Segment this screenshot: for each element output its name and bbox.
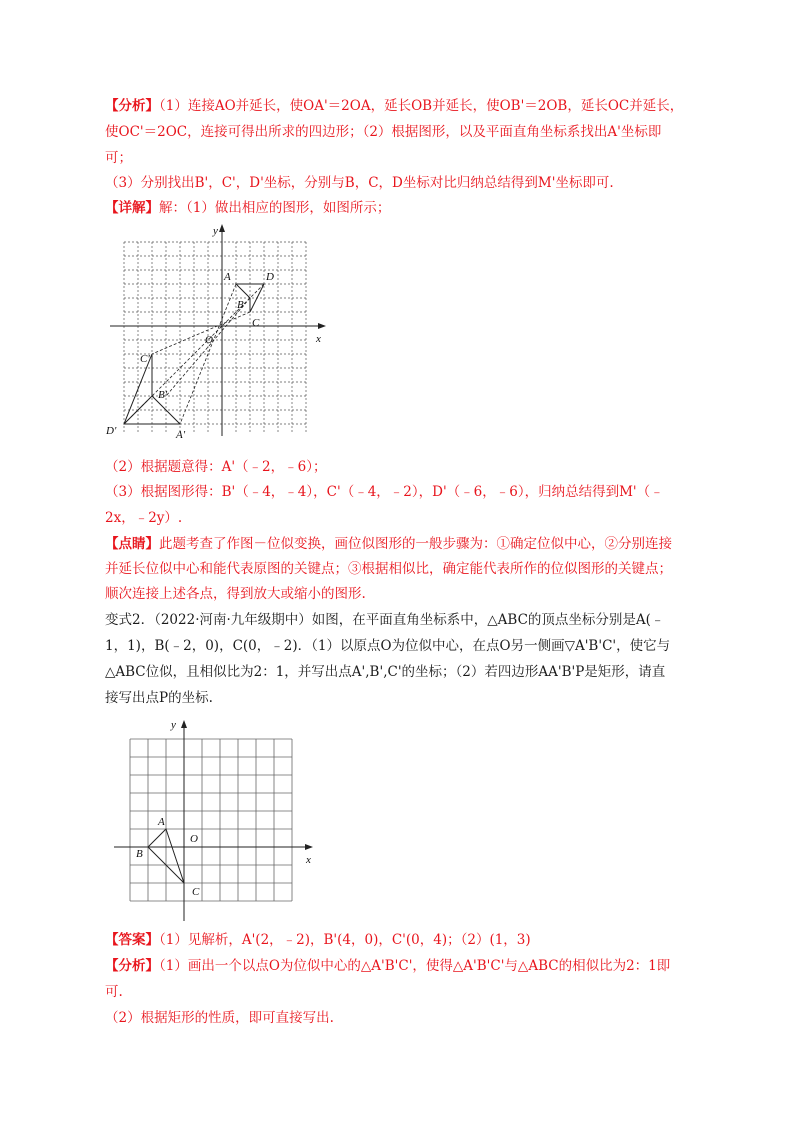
figure-1-y-label: y: [213, 225, 218, 237]
analysis-tag: 【分析】: [105, 98, 159, 114]
figure-2-triangle-graph: [108, 715, 323, 925]
figure-1-label-d-prime: D': [106, 425, 117, 437]
figure-1-label-c-prime: C': [140, 353, 150, 365]
figure-1-dilation-graph: [106, 222, 335, 444]
figure-1-label-a-prime: A': [176, 429, 186, 441]
figure-2-y-arrow-icon: [181, 720, 187, 728]
figure-1-label-a: A: [224, 271, 231, 283]
question-line-3: △ABC位似，且相似比为2：1，并写出点A',B',C'的坐标；（2）若四边形AA'B'P是矩形，请直: [105, 664, 666, 680]
comment-line-1: 【点睛】此题考查了作图－位似变换，画位似图形的一般步骤为：①确定位似中心，②分别连接: [105, 536, 672, 552]
result-line-1: （2）根据题意得：A'（﹣2，﹣6）；: [105, 459, 327, 475]
analysis-line-1: 【分析】（1）连接AO并延长，使OA'＝2OA，延长OB并延长，使OB'＝2OB，延长OC并延长，: [105, 98, 684, 114]
analysis2-line-3: （2）根据矩形的性质，即可直接写出.: [105, 1010, 334, 1026]
question-line-2: 1，1)，B(﹣2，0)，C(0，﹣2)．（1）以原点O为位似中心，在点O另一侧画▽A'B'C'，使它与: [105, 638, 671, 654]
figure-2-origin-label: O: [190, 833, 198, 845]
figure-1-x-label: x: [316, 333, 321, 345]
analysis-line-4: （3）分别找出B'，C'，D'坐标，分别与B，C，D坐标对比归纳总结得到M'坐标即可.: [105, 175, 614, 191]
figure-2-grid: [130, 739, 292, 901]
figure-1-origin-label: O: [205, 334, 213, 346]
analysis-line-2: 使OC'＝2OC，连接可得出所求的四边形；（2）根据图形，以及平面直角坐标系找出A'坐标即: [105, 124, 662, 140]
result-line-2: （3）根据图形得：B'（﹣4，﹣4），C'（﹣4，﹣2），D'（﹣6，﹣6），归纳总结得到M'（﹣: [105, 484, 664, 500]
figure-1-label-c: C: [252, 317, 260, 329]
analysis2-line-2: 可.: [105, 984, 123, 1000]
answer-tag: 【答案】: [105, 932, 159, 948]
question-line-1: 变式2．（2022·河南·九年级期中）如图，在平面直角坐标系中，△ABC的顶点坐标分别是A(﹣: [105, 612, 665, 628]
result-line-3: 2x，﹣2y）.: [105, 510, 183, 526]
figure-1-label-d: D: [266, 271, 274, 283]
figure-1-label-b-prime: B': [158, 389, 168, 401]
comment-line-2: 并延长位似中心和能代表原图的关键点；③根据相似比，确定能代表所作的位似图形的关键点；: [105, 561, 672, 577]
figure-1-x-arrow-icon: [318, 323, 326, 329]
comment-line-3: 顺次连接上述各点，得到放大或缩小的图形.: [105, 586, 366, 602]
detail-line: 【详解】解：（1）做出相应的图形，如图所示；: [105, 200, 391, 216]
analysis2-tag: 【分析】: [105, 958, 159, 974]
figure-2-label-a: A: [158, 816, 165, 828]
figure-1-y-arrow-icon: [219, 224, 225, 232]
analysis-line-3: 可；: [105, 150, 132, 166]
figure-2-label-c: C: [192, 886, 200, 898]
question-line-4: 接写出点P的坐标.: [105, 690, 213, 706]
figure-2-label-b: B: [136, 848, 143, 860]
answer-line: 【答案】（1）见解析，A'(2，﹣2)，B'(4，0)，C'(0，4)；（2）(1，3): [105, 932, 531, 948]
detail-tag: 【详解】: [105, 200, 159, 216]
figure-2-x-arrow-icon: [305, 844, 313, 850]
figure-1-label-b: B: [237, 299, 244, 311]
figure-2-x-label: x: [306, 854, 311, 866]
analysis2-line-1: 【分析】（1）画出一个以点O为位似中心的△A'B'C'，使得△A'B'C'与△ABC的相似比为2：1即: [105, 958, 671, 974]
comment-tag: 【点睛】: [105, 536, 159, 552]
figure-2-y-label: y: [171, 719, 176, 731]
